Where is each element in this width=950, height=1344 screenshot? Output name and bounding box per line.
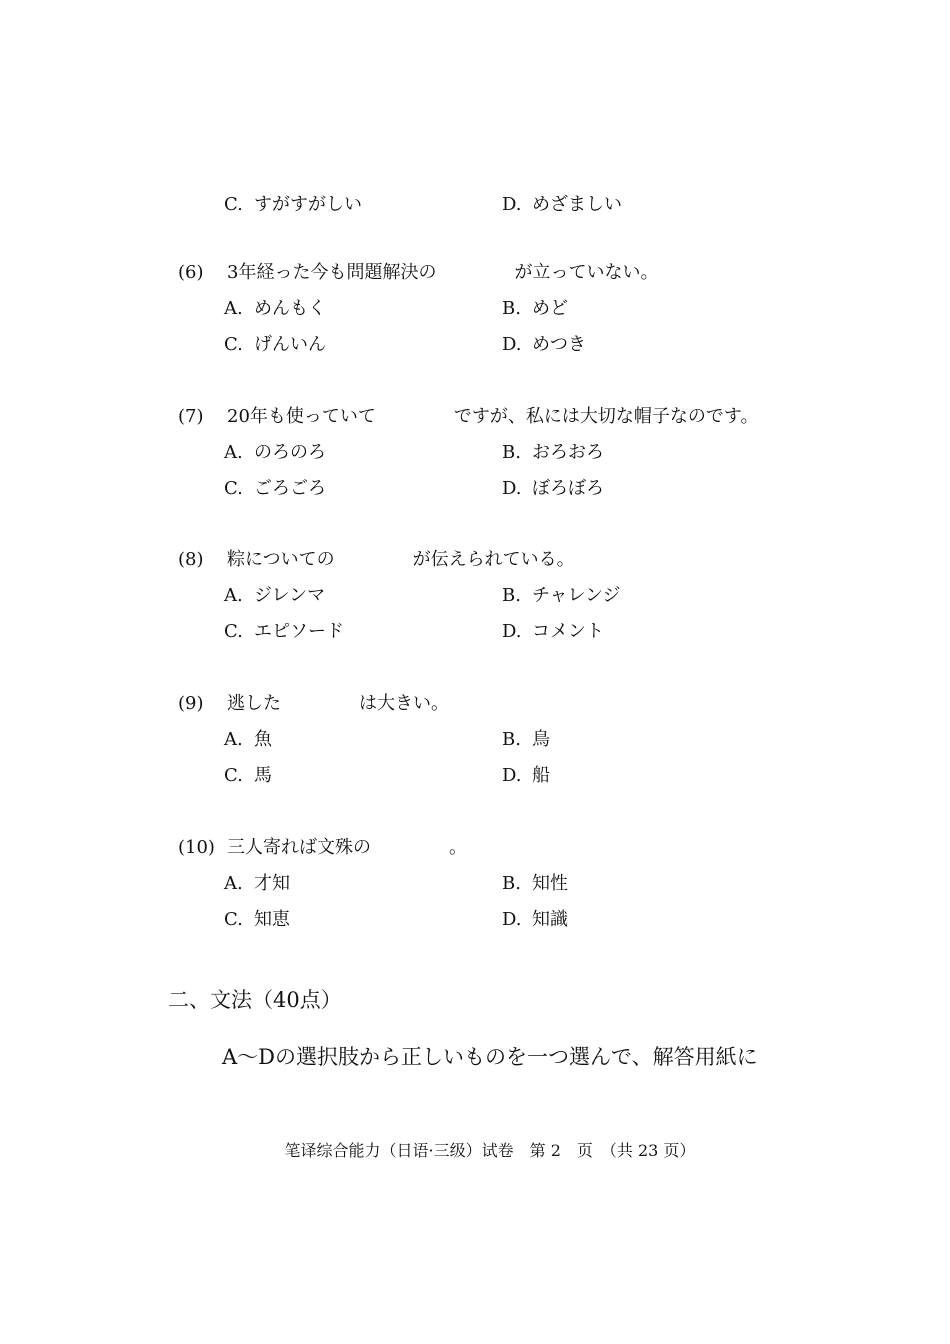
option-text: ジレンマ: [254, 585, 326, 606]
option-letter: C.: [224, 194, 243, 215]
option-c: [224, 764, 272, 788]
option-a: [224, 297, 326, 321]
option-d: [502, 477, 604, 501]
option-letter: A.: [224, 729, 243, 750]
option-letter: B.: [502, 729, 521, 750]
section-instruction: A～Dの選択肢から正しいものを一つ選んで、解答用紙に: [222, 1045, 758, 1069]
stem-before-blank: 粽についての: [227, 549, 335, 570]
option-letter: C.: [224, 334, 243, 355]
option-text: めんもく: [254, 298, 326, 319]
question-number: (8): [178, 549, 204, 570]
option-a: [224, 441, 326, 465]
option-letter: C.: [224, 765, 243, 786]
option-text: ぼろぼろ: [532, 478, 604, 499]
stem-after-blank: ですが、私には大切な帽子なのです。: [453, 406, 759, 427]
option-letter: D.: [502, 334, 522, 355]
option-c: [224, 620, 344, 644]
stem-before-blank: 逃した: [227, 693, 281, 714]
option-b: [502, 441, 604, 465]
stem-after-blank: は大きい。: [359, 693, 449, 714]
option-text: コメント: [532, 621, 604, 642]
option-b: [502, 297, 568, 321]
option-a: [224, 872, 290, 896]
option-d: [502, 764, 550, 788]
question-stem: [227, 548, 575, 572]
option-text: 馬: [254, 765, 272, 786]
option-letter: B.: [502, 873, 521, 894]
option-text: すがすがしい: [254, 194, 362, 215]
option-text: 知性: [532, 873, 568, 894]
section-title: 二、文法（40点）: [168, 988, 342, 1012]
stem-after-blank: 。: [449, 837, 467, 858]
stem-before-blank: 三人寄れば文殊の: [227, 837, 371, 858]
option-letter: C.: [224, 909, 243, 930]
option-text: めざましい: [532, 194, 622, 215]
option-text: チャレンジ: [532, 585, 621, 606]
option-text: エピソード: [254, 621, 344, 642]
question-stem: [227, 405, 758, 429]
option-letter: C.: [224, 478, 243, 499]
option-text: ごろごろ: [254, 478, 326, 499]
option-b: [502, 872, 568, 896]
option-d: [502, 333, 586, 357]
option-b: [502, 584, 621, 608]
option-letter: A.: [224, 873, 243, 894]
option-text: 知識: [532, 909, 568, 930]
option-c: [224, 333, 326, 357]
q5-option-d: [502, 193, 622, 217]
page-footer: 笔译综合能力（日语·三级）试卷 第 2 页 （共 23 页）: [284, 1141, 696, 1160]
option-text: 船: [532, 765, 550, 786]
option-letter: D.: [502, 194, 522, 215]
option-letter: B.: [502, 298, 521, 319]
question-number: (10): [178, 837, 215, 858]
question-stem: [227, 836, 467, 860]
question-number: (6): [178, 262, 204, 283]
option-letter: B.: [502, 442, 521, 463]
option-letter: D.: [502, 621, 522, 642]
option-text: のろのろ: [254, 442, 326, 463]
stem-before-blank: 20年も使っていて: [227, 406, 376, 427]
stem-after-blank: が立っていない。: [514, 262, 659, 283]
option-text: げんいん: [254, 334, 326, 355]
option-letter: D.: [502, 765, 522, 786]
option-a: [224, 584, 325, 608]
question-stem: [227, 261, 658, 285]
option-a: [224, 728, 272, 752]
option-d: [502, 620, 604, 644]
option-letter: A.: [224, 585, 243, 606]
stem-before-blank: 3年経った今も問題解決の: [227, 262, 437, 283]
stem-after-blank: が伝えられている。: [412, 549, 575, 570]
option-text: おろおろ: [532, 442, 604, 463]
question-number: (7): [178, 406, 204, 427]
question-number: (9): [178, 693, 204, 714]
option-text: めど: [532, 298, 568, 319]
option-text: 才知: [254, 873, 290, 894]
option-c: [224, 477, 326, 501]
option-letter: D.: [502, 909, 522, 930]
option-text: 鳥: [532, 729, 550, 750]
option-text: めつき: [532, 334, 586, 355]
option-text: 魚: [254, 729, 272, 750]
option-letter: A.: [224, 442, 243, 463]
option-c: [224, 908, 290, 932]
option-letter: D.: [502, 478, 522, 499]
option-text: 知恵: [254, 909, 290, 930]
q5-option-c: [224, 193, 362, 217]
option-d: [502, 908, 568, 932]
option-letter: B.: [502, 585, 521, 606]
question-stem: [227, 692, 449, 716]
option-letter: C.: [224, 621, 243, 642]
option-b: [502, 728, 550, 752]
option-letter: A.: [224, 298, 243, 319]
